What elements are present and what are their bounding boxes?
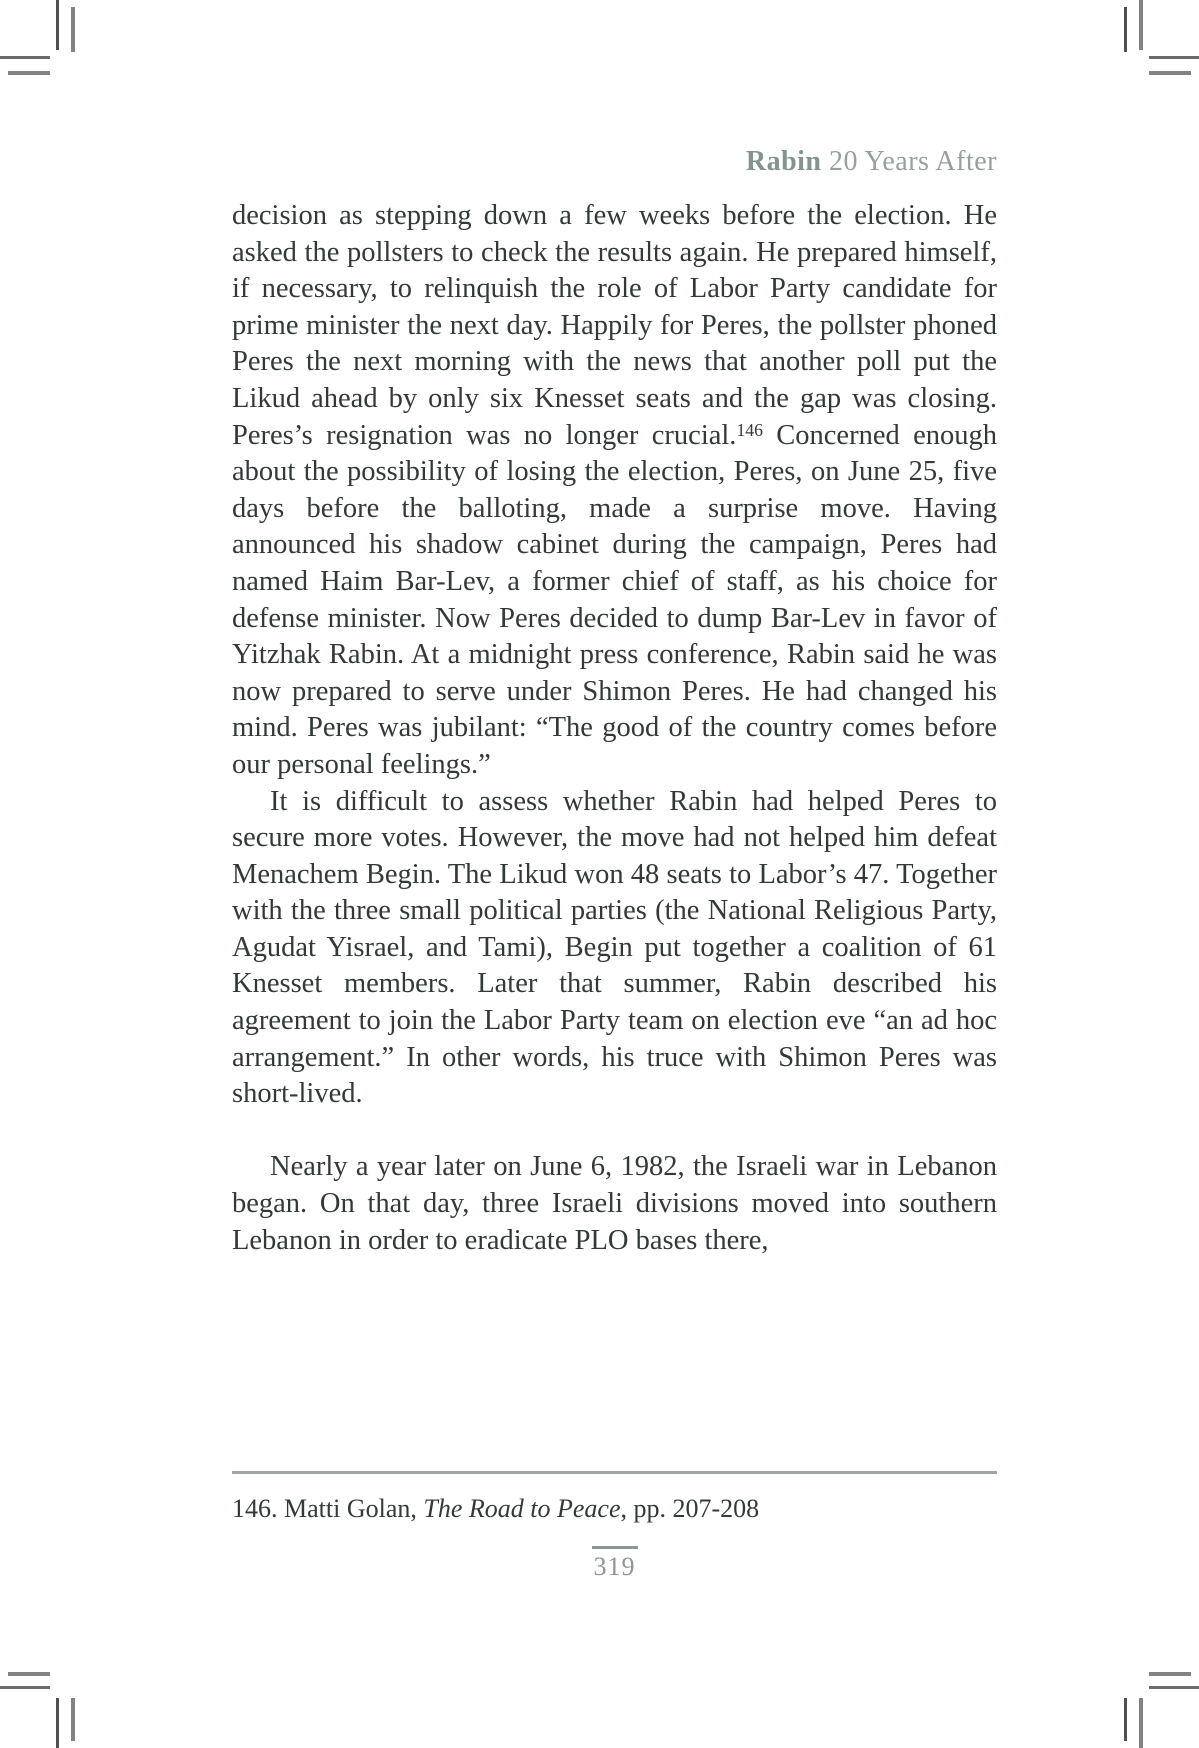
paragraph-1-text-before-note: decision as stepping down a few weeks before the election. He asked the pollsters to check the results again. He prepared himself, if necessary, to relinquish the role of Labor Party candidate for prime minister the next day. Happily for Peres, the pollster phoned Peres the next morning with the news that another poll put the Likud ahead by only six Knesset seats and the gap was closing. Peres’s resignation was no longer crucial. [232,200,997,451]
crop-mark-bottom-left-horizontal-inner [0,1686,50,1689]
crop-mark-top-left-vertical-inner [56,0,59,50]
footnote-number: 146. [232,1494,278,1523]
footnote-pages: , pp. 207-208 [620,1494,760,1523]
crop-mark-top-right-horizontal-outer [1149,71,1191,75]
crop-mark-bottom-right-vertical-outer [1139,1698,1143,1748]
paragraph-2: It is difficult to assess whether Rabin had helped Peres to secure more votes. However, the move had not helped him defeat Menachem Begin. The Likud won 48 seats to Labor’s 47. Together with the three small political parties (the National Religious Party, Agudat Yisrael, and Tami), Begin put together a coalition of 61 Knesset members. Later that summer, Rabin described his agreement to join the Labor Party team on election eve “an ad hoc arrangement.” In other words, his truce with Shimon Peres was short-lived. [232,785,997,1110]
body-text-column [232,198,997,1259]
page-number: 319 [593,1552,636,1581]
footnote-separator-rule [232,1471,997,1474]
footnote-146 [232,1492,997,1526]
running-head-book-title: Rabin [745,146,822,177]
crop-mark-bottom-right-horizontal-inner [1149,1686,1199,1689]
paragraph-1 [232,198,997,784]
page-number-block [232,1546,997,1582]
paragraph-1-text-after-note: Concerned enough about the possibility of losing the election, Peres, on June 25, five days before the balloting, made a surprise move. Having announced his shadow cabinet during the campaign, Peres had named Haim Bar-Lev, a former chief of staff, as his choice for defense minister. Now Peres decided to dump Bar-Lev in favor of Yitzhak Rabin. At a midnight press conference, Rabin said he was now prepared to serve under Shimon Peres. He had changed his mind. Peres was jubilant: “The good of the country comes before our personal feelings.” [232,419,997,780]
crop-mark-bottom-left-vertical-inner [56,1698,59,1748]
crop-mark-top-right-horizontal-inner [1149,56,1199,59]
paragraph-3: Nearly a year later on June 6, 1982, the Israeli war in Lebanon began. On that day, three Israeli divisions moved into southern Lebanon in order to eradicate PLO bases there, [232,1151,997,1256]
crop-mark-top-left-vertical-outer [71,7,75,52]
crop-mark-bottom-right-horizontal-outer [1149,1672,1191,1676]
crop-mark-top-right-vertical-outer [1139,0,1143,50]
running-head-subtitle: 20 Years After [821,146,997,177]
running-head [232,146,997,178]
footnote-reference-146: 146 [736,419,763,440]
crop-mark-top-left-horizontal-outer [8,71,50,75]
crop-mark-bottom-left-horizontal-outer [8,1672,50,1676]
crop-mark-bottom-left-vertical-outer [71,1698,75,1741]
crop-mark-top-right-vertical-inner [1124,7,1127,52]
footnote-author: Matti Golan, [277,1494,424,1523]
crop-mark-top-left-horizontal-inner [0,56,50,59]
page-number-rule [592,1546,638,1549]
crop-mark-bottom-right-vertical-inner [1124,1698,1127,1741]
footnote-book-title: The Road to Peace [423,1494,621,1523]
